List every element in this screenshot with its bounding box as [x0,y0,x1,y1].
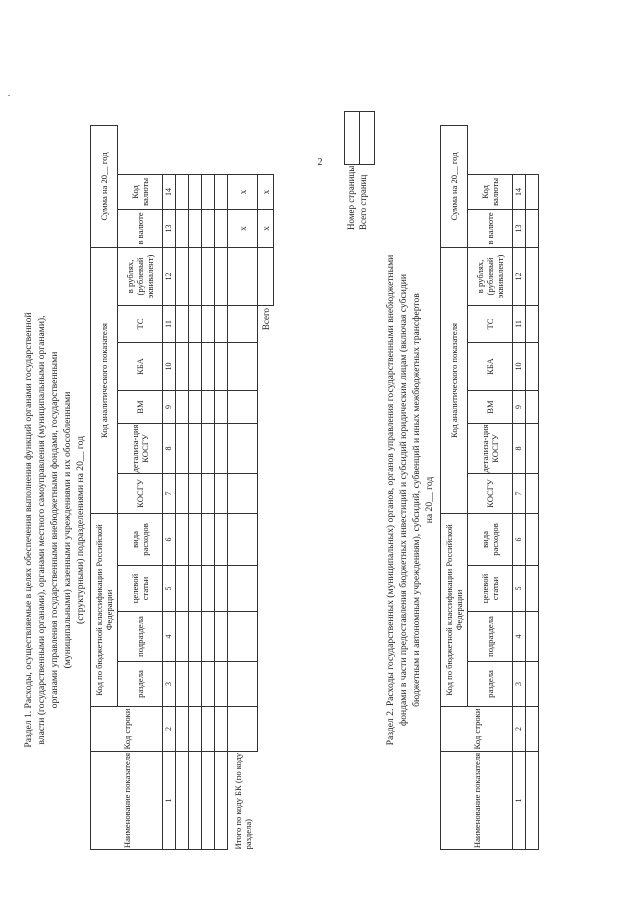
table-cell[interactable] [526,612,539,662]
table-cell[interactable] [176,612,189,662]
table-cell[interactable] [202,474,215,514]
column-number: 8 [163,424,176,474]
column-number: 1 [163,752,176,850]
table-cell[interactable] [215,752,228,850]
table-cell[interactable] [202,247,215,305]
total-pages-field[interactable] [360,112,375,165]
column-number: 3 [513,662,526,707]
table-cell[interactable] [176,247,189,305]
column-number: 14 [163,174,176,209]
column-number: 2 [513,707,526,752]
table-cell[interactable] [215,247,228,305]
column-number: 9 [513,391,526,424]
table-cell[interactable] [215,612,228,662]
header-subsection: подраздела [468,612,513,662]
header-kosgu-detail: детализа-ция КОСГУ [468,424,513,474]
column-number: 5 [163,566,176,612]
table-cell[interactable] [202,707,215,752]
table-cell[interactable] [202,209,215,247]
table-cell[interactable] [228,424,258,474]
table-cell[interactable] [215,174,228,209]
header-kba: КБА [468,343,513,391]
table-cell[interactable] [526,474,539,514]
column-number: 7 [513,474,526,514]
table-cell[interactable] [228,707,258,752]
table-cell[interactable] [228,306,258,343]
table-cell[interactable] [189,209,202,247]
table-cell[interactable] [176,566,189,612]
table-cell[interactable] [526,306,539,343]
table-cell[interactable] [526,247,539,305]
table-cell[interactable] [215,343,228,391]
total-by-section-label: Итого по коду БК (по коду раздела) [232,752,253,850]
column-number: 12 [513,247,526,305]
section2-table [440,125,539,850]
total-by-section-row [228,126,258,850]
table-cell[interactable] [526,566,539,612]
table-cell[interactable] [228,514,258,566]
section2-title [384,150,436,850]
header-target: целевой статьи [118,566,163,612]
table-cell[interactable] [176,752,189,850]
table-cell[interactable] [176,306,189,343]
table-cell[interactable] [176,343,189,391]
table-cell[interactable] [189,474,202,514]
table-row [202,126,215,850]
header-sum-group: Сумма на 20__ год [441,126,468,248]
table-cell[interactable] [176,174,189,209]
column-number: 6 [513,514,526,566]
table-cell[interactable] [215,306,228,343]
header-vm: ВМ [468,391,513,424]
header-section: раздела [118,662,163,707]
x-mark: x [228,209,258,247]
table-cell[interactable] [526,752,539,850]
header-currency: в валюте [118,209,163,247]
column-number: 2 [163,707,176,752]
table-cell[interactable] [189,707,202,752]
column-number: 4 [513,612,526,662]
header-section: раздела [468,662,513,707]
table-cell[interactable] [228,343,258,391]
column-number: 11 [513,306,526,343]
table-cell[interactable] [189,174,202,209]
section1-title-line: (структурными) подразделениями на 20__ год [75,436,86,624]
table-cell[interactable] [215,424,228,474]
section2-title-line: фондами в части предоставления бюджетных инвестиций и субсидий юридическим лицам (включая субсидии [398,274,409,727]
table-cell[interactable] [189,247,202,305]
header-line-code: Код строки [441,707,513,752]
table-row [176,126,189,850]
table-cell[interactable] [189,343,202,391]
table-cell[interactable] [202,752,215,850]
table-cell[interactable] [258,247,274,305]
table-cell[interactable] [215,707,228,752]
section2-title-line: бюджетным и автономным учреждениям), субсидий, субвенций и иных межбюджетных трансфертов [411,293,422,707]
table-cell[interactable] [202,306,215,343]
header-line-code: Код строки [91,707,163,752]
table-cell[interactable] [215,209,228,247]
table-cell[interactable] [228,612,258,662]
total-label: Всего [260,308,271,331]
x-mark: x [258,209,274,247]
table-row [526,126,539,850]
x-mark: x [258,174,274,209]
column-number-row [513,126,526,850]
table-cell[interactable] [189,752,202,850]
header-kba: КБА [118,343,163,391]
column-number: 4 [163,612,176,662]
header-analytic-group: Код аналитического показателя [441,247,468,513]
header-name: Наименование показателя [91,752,163,850]
header-sum-group: Сумма на 20__ год [91,126,118,248]
section2-title-line: Раздел 2. Расходы государственных (муниципальных) органов, органов управления государственными внебюджетными [385,254,396,746]
table-cell[interactable] [202,612,215,662]
x-mark: x [228,174,258,209]
column-number: 1 [513,752,526,850]
header-kosgu: КОСГУ [468,474,513,514]
table-cell[interactable] [526,514,539,566]
table-cell[interactable] [228,662,258,707]
header-expense-type: вида расходов [118,514,163,566]
table-cell[interactable] [176,209,189,247]
header-target: целевой статьи [468,566,513,612]
column-number: 14 [513,174,526,209]
header-bk-group: Код по бюджетной классификации Российской Федерации [91,514,118,707]
section1-title-line: органами управления государственными внебюджетными фондами, государственными [49,351,60,709]
table-cell[interactable] [176,424,189,474]
table-cell[interactable] [176,707,189,752]
table-row [189,126,202,850]
table-cell[interactable] [202,566,215,612]
section1-title-line: Раздел 1. Расходы, осуществляемые в целях обеспечения выполнения функций органами государственной [23,312,34,748]
header-currency-code: Код валюты [118,174,163,209]
column-number: 8 [513,424,526,474]
header-rub: в рублях, (рублевый эквивалент) [118,247,163,305]
table-row [215,126,228,850]
table-cell[interactable] [228,566,258,612]
column-number: 6 [163,514,176,566]
table-cell[interactable] [202,424,215,474]
table-cell[interactable] [189,306,202,343]
table-cell[interactable] [202,514,215,566]
column-number: 9 [163,391,176,424]
table-cell[interactable] [189,391,202,424]
header-tc: ТС [118,306,163,343]
header-expense-type: вида расходов [468,514,513,566]
table-cell[interactable] [215,514,228,566]
column-number: 12 [163,247,176,305]
header-subsection: подраздела [118,612,163,662]
table-cell[interactable] [202,391,215,424]
table-cell[interactable] [176,662,189,707]
table-cell[interactable] [202,662,215,707]
section1-title [22,210,87,850]
table-cell[interactable] [176,514,189,566]
page-number-field[interactable] [345,112,360,165]
table-cell[interactable] [526,662,539,707]
column-number: 10 [513,343,526,391]
header-currency-code: Код валюты [468,174,513,209]
table-cell[interactable] [202,174,215,209]
table-cell[interactable] [526,209,539,247]
table-cell[interactable] [526,424,539,474]
page-info-boxes [344,111,375,165]
table-cell[interactable] [189,662,202,707]
column-number: 13 [163,209,176,247]
table-cell[interactable] [189,612,202,662]
header-rub: в рублях, (рублевый эквивалент) [468,247,513,305]
column-number: 7 [163,474,176,514]
table-cell[interactable] [228,474,258,514]
header-tc: ТС [468,306,513,343]
column-number-row [163,126,176,850]
table-cell[interactable] [215,662,228,707]
header-name: Наименование показателя [441,752,513,850]
table-cell[interactable] [526,707,539,752]
table-cell[interactable] [189,514,202,566]
page-number: 2 [317,157,323,168]
header-analytic-group: Код аналитического показателя [91,247,118,513]
header-currency: в валюте [468,209,513,247]
header-kosgu: КОСГУ [118,474,163,514]
column-number: 11 [163,306,176,343]
table-cell[interactable] [189,566,202,612]
header-kosgu-detail: детализа-ция КОСГУ [118,424,163,474]
table-cell[interactable] [202,343,215,391]
section2-title-line: на 20__ год [424,476,435,524]
table-cell[interactable] [228,247,258,305]
column-number: 3 [163,662,176,707]
table-cell[interactable] [228,391,258,424]
table-cell[interactable] [215,391,228,424]
table-cell[interactable] [526,391,539,424]
table-cell[interactable] [176,474,189,514]
column-number: 5 [513,566,526,612]
header-vm: ВМ [118,391,163,424]
header-bk-group: Код по бюджетной классификации Российской Федерации [441,514,468,707]
column-number: 13 [513,209,526,247]
section1-title-line: (муниципальными) казенными учреждениями и их обособленными [62,391,73,669]
section1-title-line: власти (государственными органами), органами местного самоуправления (муниципальными органами), [36,315,47,745]
column-number: 10 [163,343,176,391]
total-pages-label: Всего страниц [358,174,368,230]
table-cell[interactable] [526,174,539,209]
section1-table [90,125,274,850]
page-number-label: Номер страницы [346,165,356,230]
table-cell[interactable] [189,424,202,474]
table-cell[interactable] [526,343,539,391]
table-cell[interactable] [215,474,228,514]
table-cell[interactable] [176,391,189,424]
total-row [258,126,274,850]
table-cell[interactable] [215,566,228,612]
rotated-page-content [8,50,628,890]
